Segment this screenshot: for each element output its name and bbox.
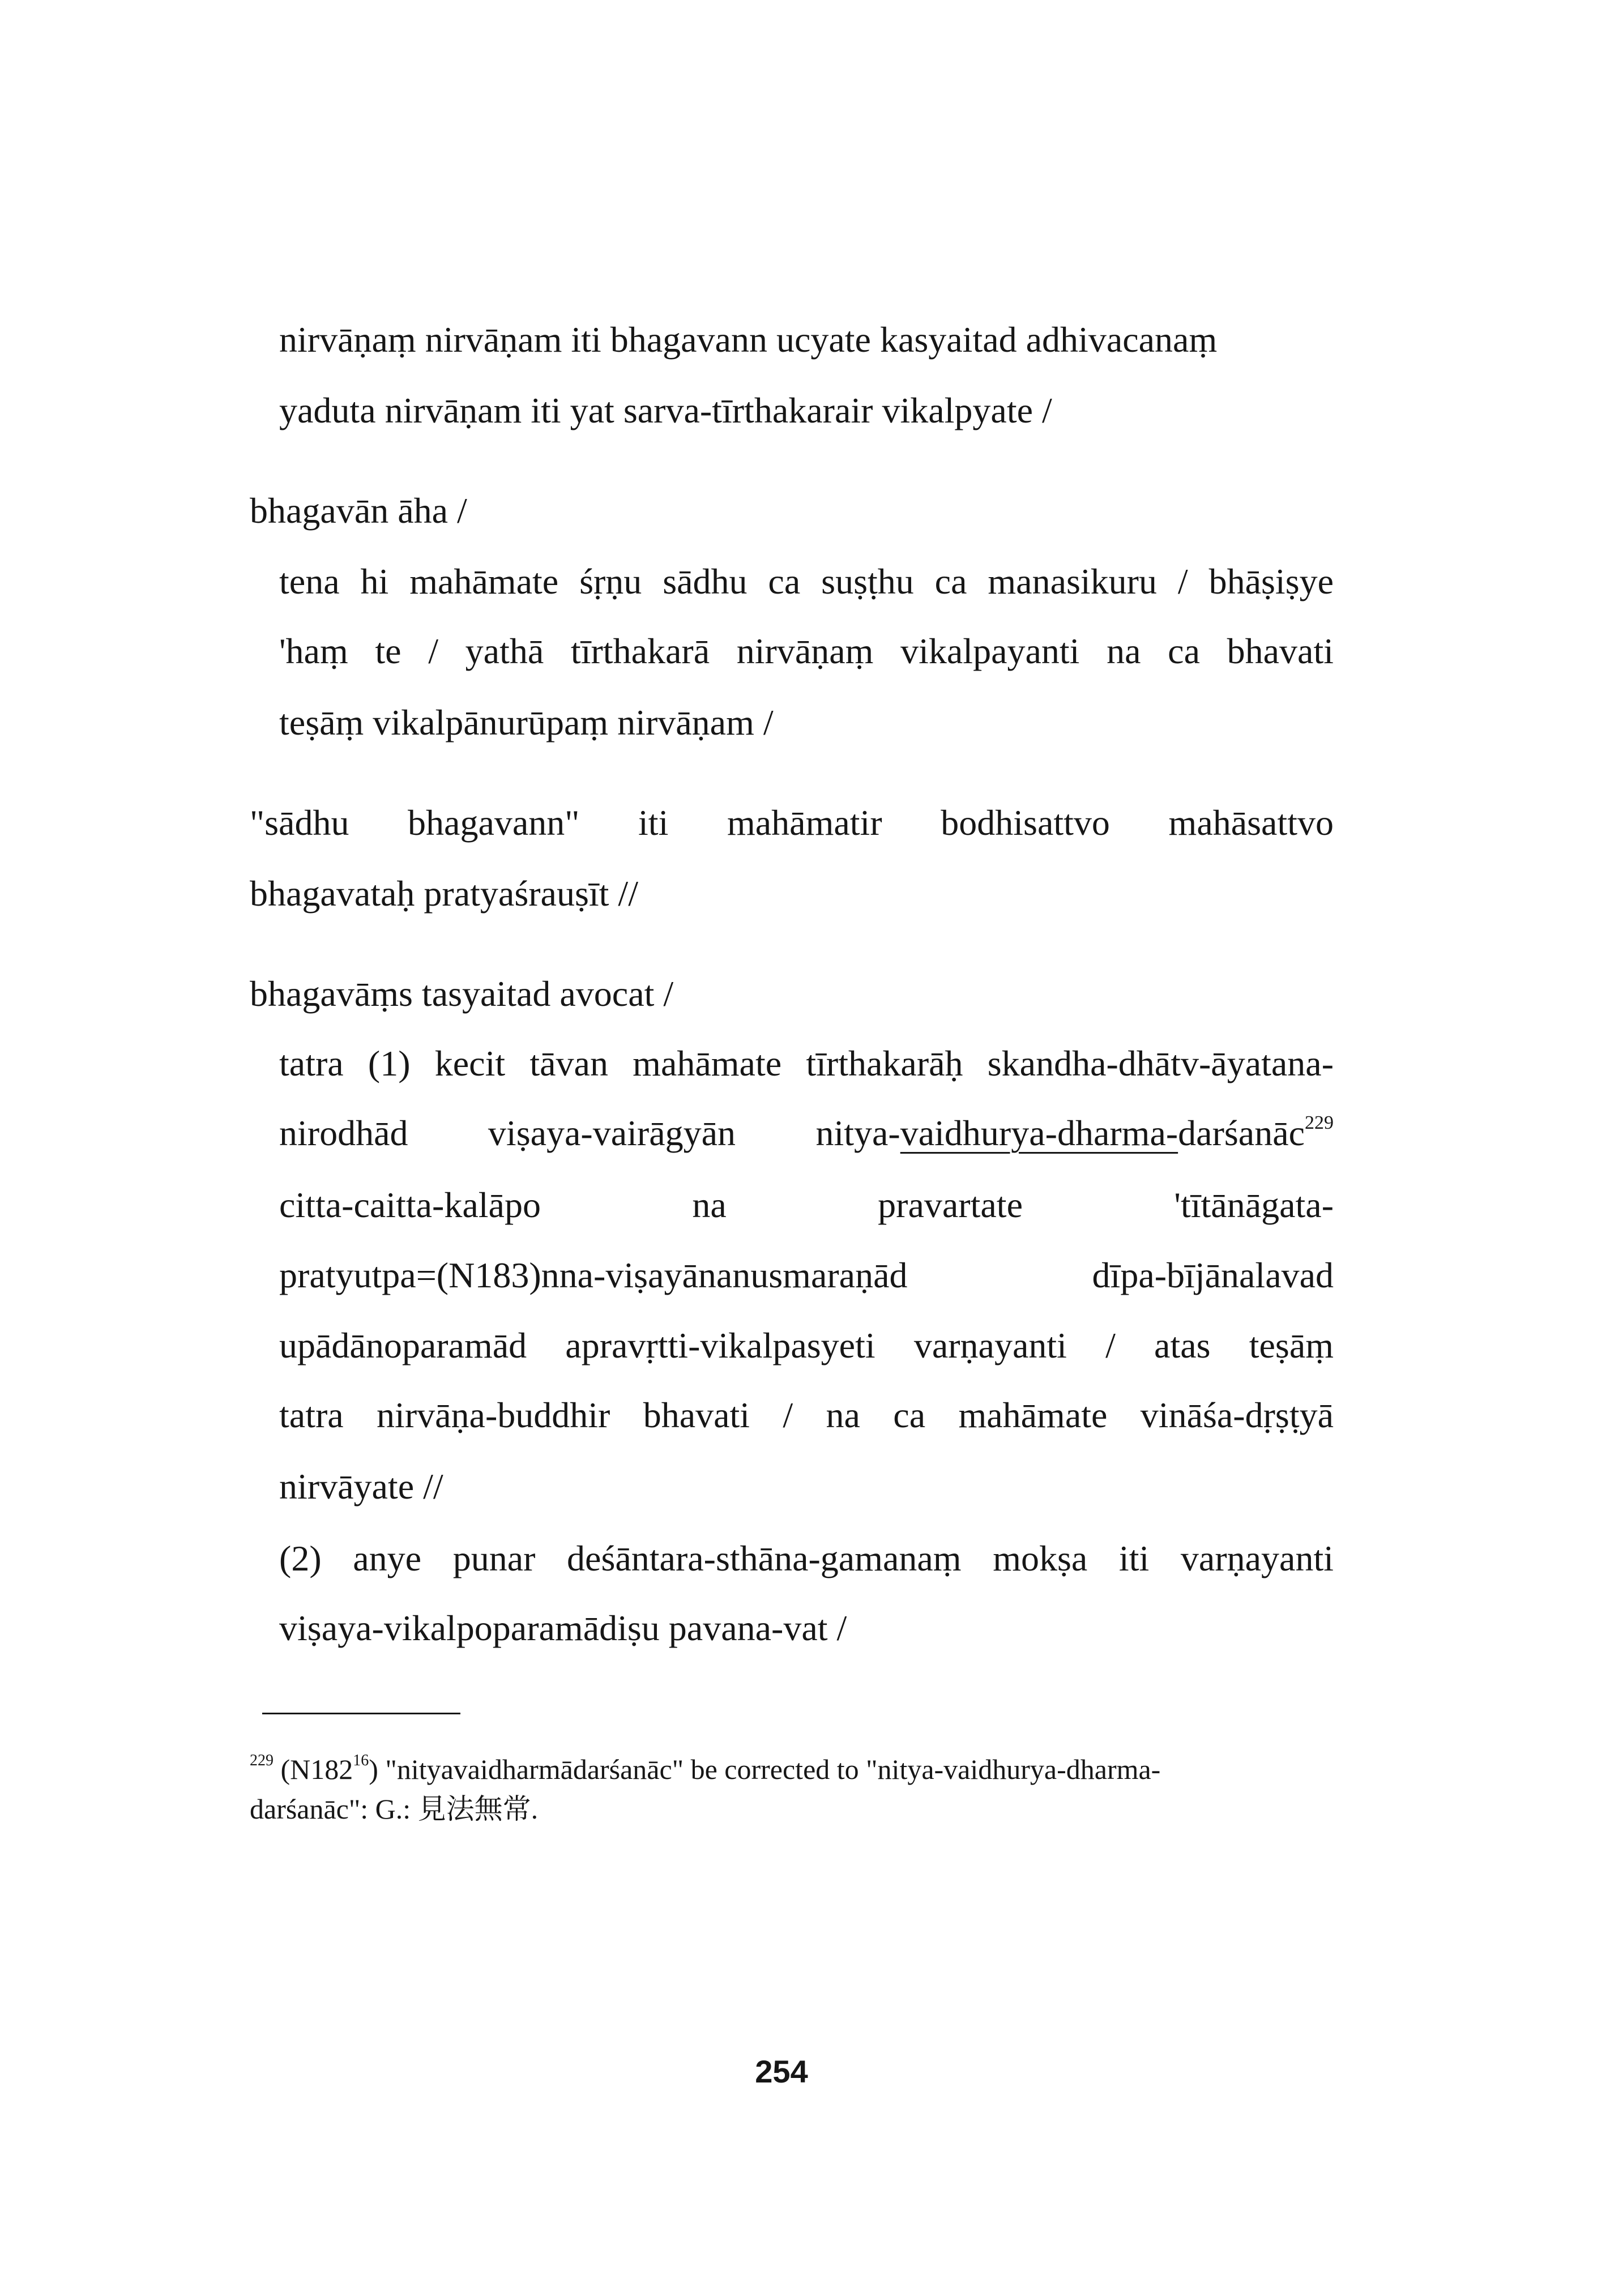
footnote: $^{229}$ $(N182^{16})$ "nityavaidharmādarśanāc" be corrected to "nitya-vaidhurya-dharma- xyxy=(250,1752,1161,1785)
footnote-continuation: darśanāc": G.: 見法無常. xyxy=(250,1793,539,1825)
text-line: bhagavāṃs tasyaitad avocat / xyxy=(250,974,674,1014)
text-line: citta-caitta-kalāpo na pravartate 'tītānāgata- xyxy=(279,1185,1334,1225)
text-line: viṣaya-vikalpoparamādiṣu pavana-vat / xyxy=(279,1608,847,1648)
text-line: nirvāṇaṃ nirvāṇam iti bhagavann ucyate kasyaitad adhivacanaṃ xyxy=(279,319,1218,360)
text-line: "sādhu bhagavann" iti mahāmatir bodhisattvo mahāsattvo xyxy=(250,803,1334,843)
text-line: (2) anye punar deśāntara-sthāna-gamanaṃ mokṣa iti varṇayanti xyxy=(279,1538,1334,1578)
footnote-ref: 229 xyxy=(1305,1112,1334,1134)
text-line: tena hi mahāmate śṛṇu sādhu ca suṣṭhu ca manasikuru / bhāṣiṣye xyxy=(279,561,1334,601)
footnote-number: 229 xyxy=(250,1752,274,1770)
text-line: tatra nirvāṇa-buddhir bhavati / na ca mahāmate vināśa-dṛṣṭyā xyxy=(279,1395,1334,1435)
page-number: 254 xyxy=(755,2054,808,2089)
text-line: nirvāyate // xyxy=(279,1466,443,1507)
footnote-divider xyxy=(262,1713,460,1714)
text-line: teṣāṃ vikalpānurūpaṃ nirvāṇam / xyxy=(279,702,774,742)
text-line: 'haṃ te / yathā tīrthakarā nirvāṇaṃ vikalpayanti na ca bhavati xyxy=(279,631,1334,671)
text-line: pratyutpa=(N183)nna-viṣayānanusmaraṇād dīpa-bījānalavad xyxy=(279,1255,1334,1295)
text-line: bhagavataḥ pratyaśrauṣīt // xyxy=(250,873,638,914)
text-line: yaduta nirvāṇam iti yat sarva-tīrthakarair vikalpyate / xyxy=(279,390,1052,430)
text-line: tatra (1) kecit tāvan mahāmate tīrthakarāḥ skandha-dhātv-āyatana- xyxy=(279,1043,1334,1083)
text-line: bhagavān āha / xyxy=(250,490,467,531)
text-line: upādānoparamād apravṛtti-vikalpasyeti varṇayanti / atas teṣāṃ xyxy=(279,1325,1334,1365)
underlined-correction: vaidhurya-dharma- xyxy=(900,1113,1178,1153)
text-line: nirodhād viṣaya-vairāgyān nitya-vaidhurya-dharma-darśanāc$^{229}$ xyxy=(279,1112,1334,1153)
